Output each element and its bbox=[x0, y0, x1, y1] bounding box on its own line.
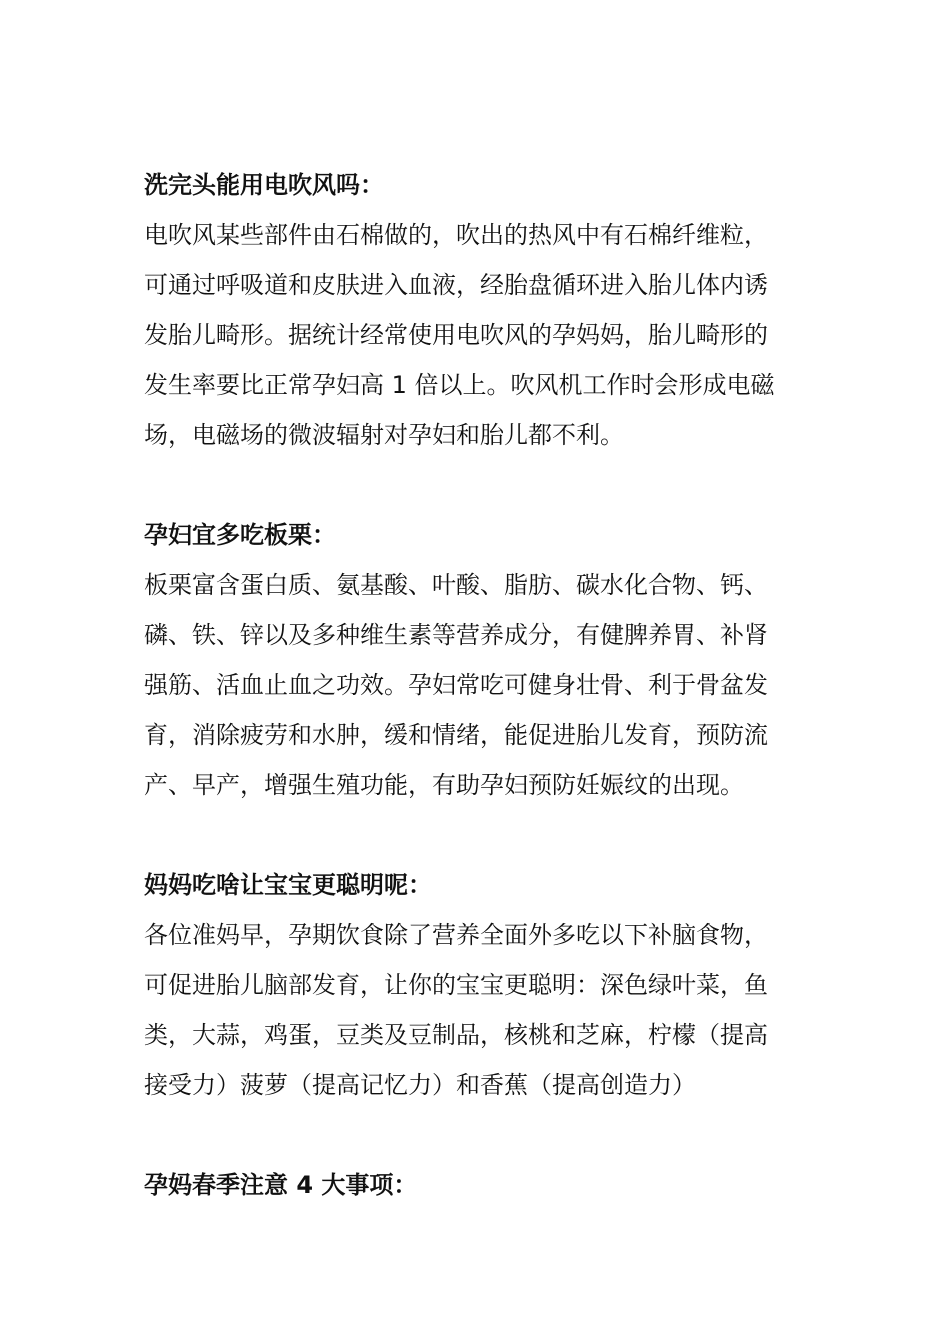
section-paragraph bbox=[144, 560, 824, 810]
paragraph-line: 类，大蒜，鸡蛋，豆类及豆制品，核桃和芝麻，柠檬（提高 bbox=[144, 1021, 768, 1049]
paragraph-line: 可促进胎儿脑部发育，让你的宝宝更聪明：深色绿叶菜，鱼 bbox=[144, 971, 768, 999]
section-hair-dryer bbox=[144, 160, 824, 460]
paragraph-line: 接受力）菠萝（提高记忆力）和香蕉（提高创造力） bbox=[144, 1071, 696, 1099]
paragraph-line: 强筋、活血止血之功效。孕妇常吃可健身壮骨、利于骨盆发 bbox=[144, 671, 768, 699]
paragraph-line: 发胎儿畸形。据统计经常使用电吹风的孕妈妈，胎儿畸形的 bbox=[144, 321, 768, 349]
section-paragraph bbox=[144, 210, 824, 460]
section-heading: 孕妈春季注意 4 大事项： bbox=[144, 1171, 418, 1199]
paragraph-line: 育，消除疲劳和水肿，缓和情绪，能促进胎儿发育，预防流 bbox=[144, 721, 768, 749]
paragraph-line: 磷、铁、锌以及多种维生素等营养成分，有健脾养胃、补肾 bbox=[144, 621, 768, 649]
section-smart-baby-foods bbox=[144, 860, 824, 1110]
paragraph-line: 板栗富含蛋白质、氨基酸、叶酸、脂肪、碳水化合物、钙、 bbox=[144, 571, 768, 599]
paragraph-line: 场，电磁场的微波辐射对孕妇和胎儿都不利。 bbox=[144, 421, 624, 449]
section-spring-tips bbox=[144, 1160, 824, 1210]
document-page bbox=[144, 160, 824, 1260]
section-heading: 妈妈吃啥让宝宝更聪明呢： bbox=[144, 871, 432, 899]
paragraph-line: 发生率要比正常孕妇高 1 倍以上。吹风机工作时会形成电磁 bbox=[144, 371, 775, 399]
section-heading: 洗完头能用电吹风吗： bbox=[144, 171, 384, 199]
section-chestnuts bbox=[144, 510, 824, 810]
paragraph-line: 各位准妈早，孕期饮食除了营养全面外多吃以下补脑食物， bbox=[144, 921, 768, 949]
section-paragraph bbox=[144, 910, 824, 1110]
paragraph-line: 可通过呼吸道和皮肤进入血液，经胎盘循环进入胎儿体内诱 bbox=[144, 271, 768, 299]
paragraph-line: 产、早产，增强生殖功能，有助孕妇预防妊娠纹的出现。 bbox=[144, 771, 744, 799]
section-heading: 孕妇宜多吃板栗： bbox=[144, 521, 336, 549]
paragraph-line: 电吹风某些部件由石棉做的，吹出的热风中有石棉纤维粒， bbox=[144, 221, 768, 249]
